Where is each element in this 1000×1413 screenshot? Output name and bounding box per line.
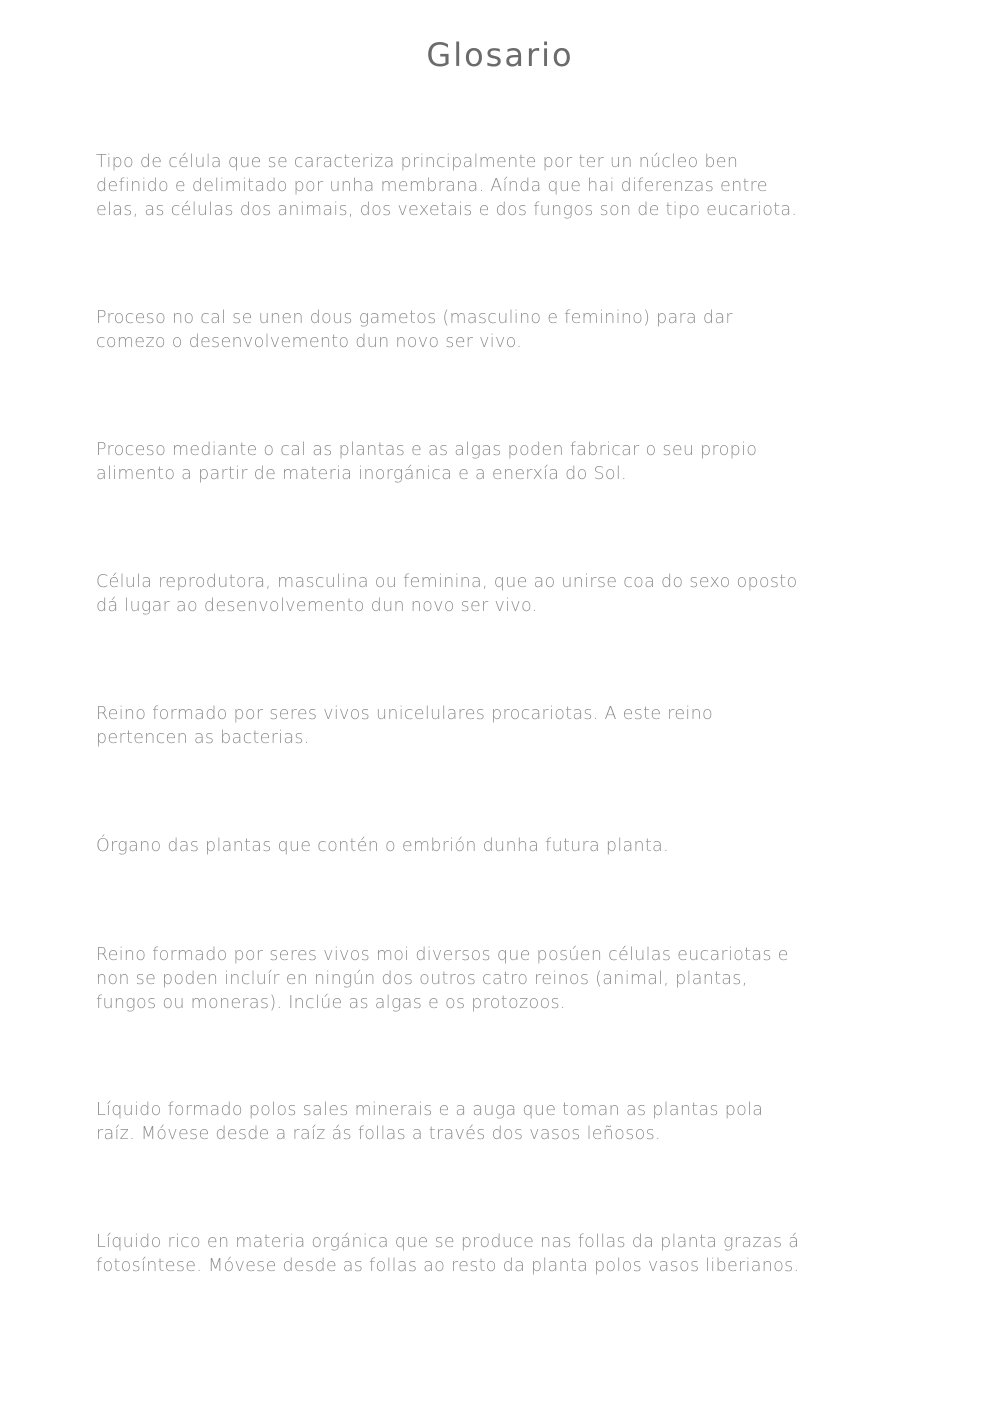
definition-line: fungos ou moneras). Inclúe as algas e os protozoos. [96, 993, 566, 1013]
page-title: Glosario [426, 36, 574, 74]
glossary-definition-3 [96, 438, 906, 486]
definition-line: raíz. Móvese desde a raíz ás follas a través dos vasos leñosos. [96, 1124, 661, 1144]
definition-line: alimento a partir de materia inorgánica e a enerxía do Sol. [96, 464, 627, 484]
glossary-definition-1 [96, 150, 906, 222]
glossary-definition-4 [96, 570, 906, 618]
definition-line: elas, as células dos animais, dos vexetais e dos fungos son de tipo eucariota. [96, 200, 798, 220]
definition-line: non se poden incluír en ningún dos outros catro reinos (animal, plantas, [96, 969, 748, 989]
definition-line: fotosíntese. Móvese desde as follas ao resto da planta polos vasos liberianos. [96, 1256, 800, 1276]
definition-line: Proceso mediante o cal as plantas e as algas poden fabricar o seu propio [96, 440, 758, 460]
definition-line: pertencen as bacterias. [96, 728, 310, 748]
definition-line: Líquido formado polos sales minerais e a auga que toman as plantas pola [96, 1100, 764, 1120]
glossary-definition-2 [96, 306, 906, 354]
definition-line: Célula reprodutora, masculina ou feminina, que ao unirse coa do sexo oposto [96, 572, 798, 592]
glossary-definition-9 [96, 1230, 906, 1278]
definition-line: dá lugar ao desenvolvemento dun novo ser vivo. [96, 596, 538, 616]
definition-line: comezo o desenvolvemento dun novo ser vivo. [96, 332, 523, 352]
definition-line: definido e delimitado por unha membrana. Aínda que hai diferenzas entre [96, 176, 768, 196]
definition-line: Proceso no cal se unen dous gametos (masculino e feminino) para dar [96, 308, 733, 328]
definition-line: Reino formado por seres vivos unicelulares procariotas. A este reino [96, 704, 713, 724]
definition-line: Líquido rico en materia orgánica que se produce nas follas da planta grazas á [96, 1232, 800, 1252]
glossary-definition-5 [96, 702, 906, 750]
glossary-definition-8 [96, 1098, 906, 1146]
definition-line: Tipo de célula que se caracteriza principalmente por ter un núcleo ben [96, 152, 739, 172]
glossary-definition-7 [96, 943, 906, 1015]
definition-line: Reino formado por seres vivos moi diversos que posúen células eucariotas e [96, 945, 789, 965]
glossary-definition-6 [96, 834, 906, 858]
definition-line: Órgano das plantas que contén o embrión dunha futura planta. [96, 836, 669, 856]
